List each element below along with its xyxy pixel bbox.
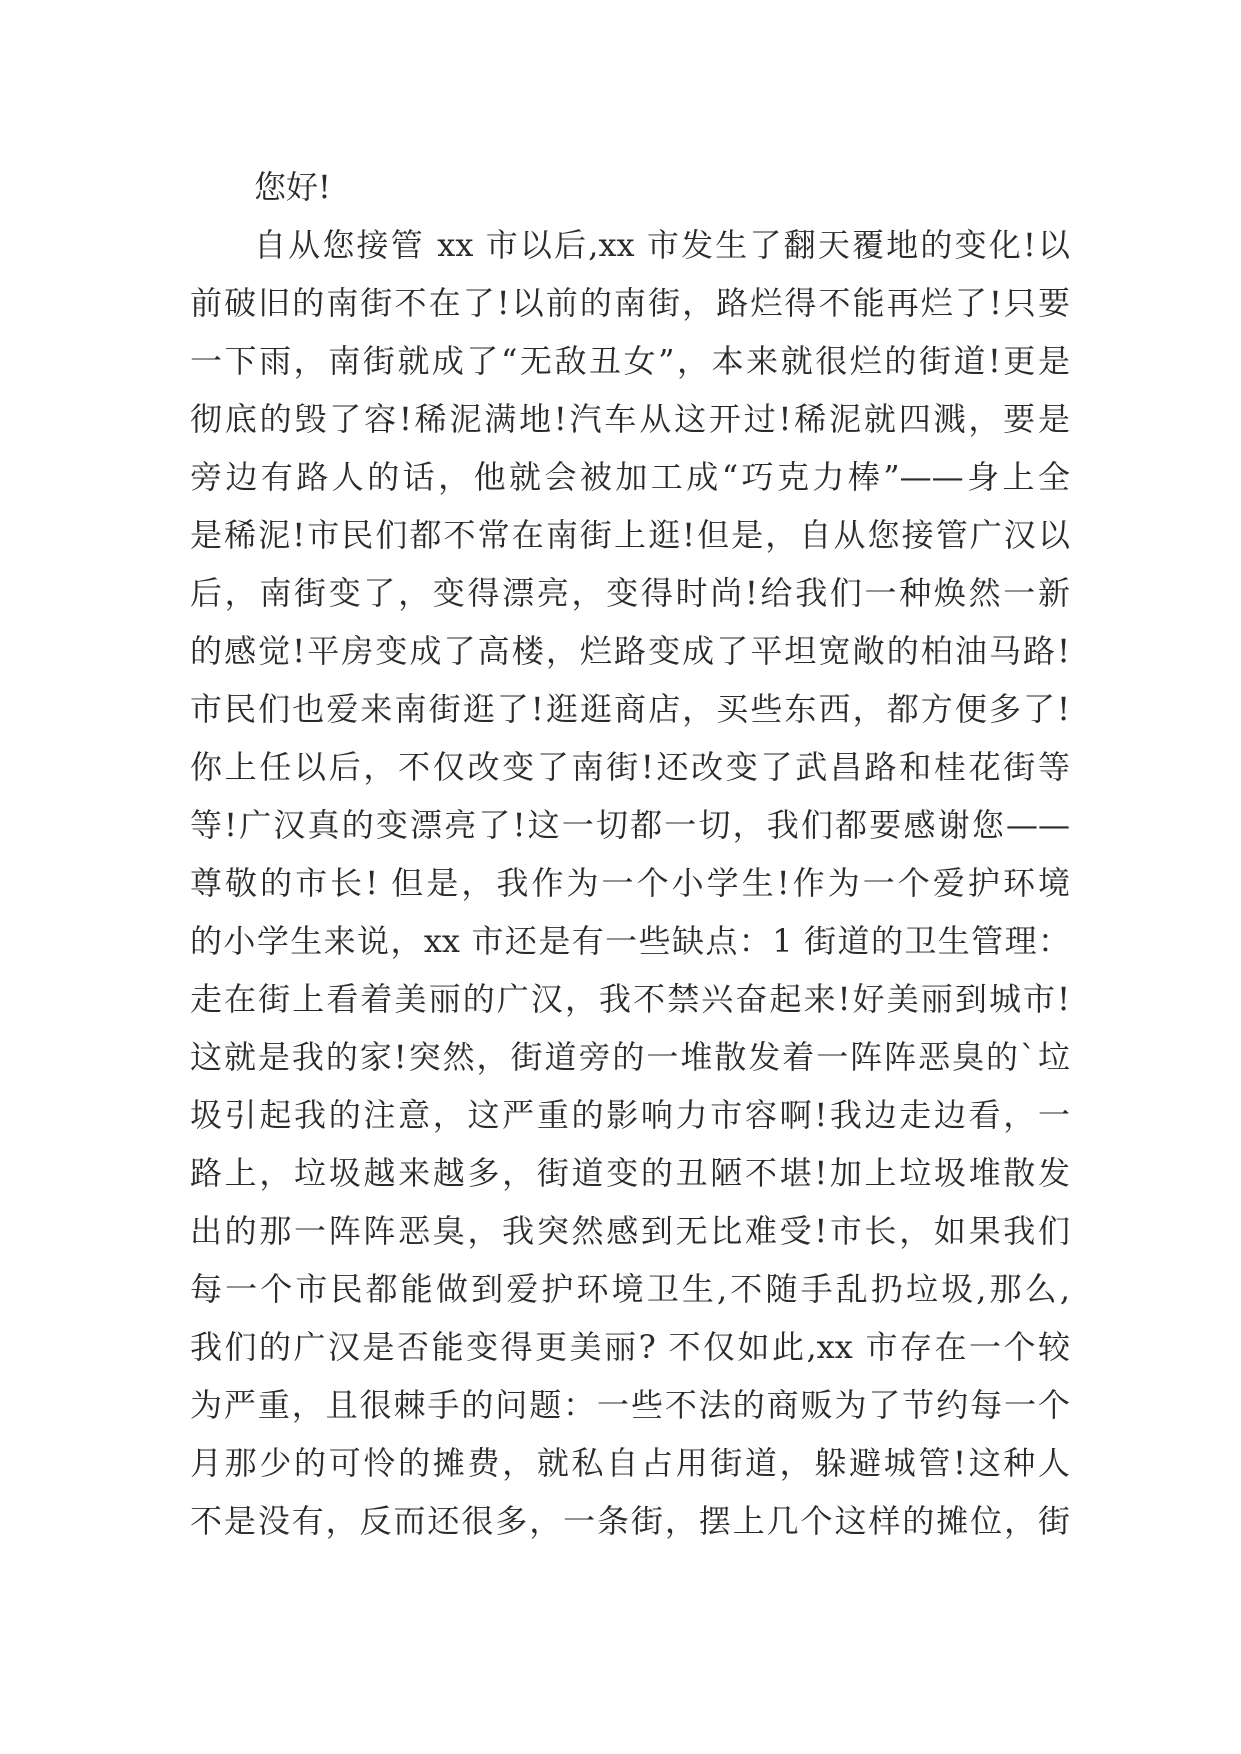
paragraph-line: 出的那一阵阵恶臭，我突然感到无比难受!市长，如果我们 [190,1212,1070,1250]
letter-body [190,158,1070,1550]
paragraph-line: 等!广汉真的变漂亮了!这一切都一切，我们都要感谢您—— [190,806,1070,844]
paragraph-line: 自从您接管 xx 市以后,xx 市发生了翻天覆地的变化!以 [254,226,1070,264]
paragraph-line: 后，南街变了，变得漂亮，变得时尚!给我们一种焕然一新 [190,574,1070,612]
paragraph-line: 的感觉!平房变成了高楼，烂路变成了平坦宽敞的柏油马路! [190,632,1070,670]
paragraph-line: 月那少的可怜的摊费，就私自占用街道，躲避城管!这种人 [190,1444,1070,1482]
paragraph-line: 一下雨，南街就成了“无敌丑女”，本来就很烂的街道!更是 [190,342,1070,380]
paragraph-line: 路上，垃圾越来越多，街道变的丑陋不堪!加上垃圾堆散发 [190,1154,1070,1192]
paragraph-line: 尊敬的市长! 但是，我作为一个小学生!作为一个爱护环境 [190,864,1070,902]
greeting: 您好! [254,168,331,206]
paragraph-line: 前破旧的南街不在了!以前的南街，路烂得不能再烂了!只要 [190,284,1070,322]
paragraph-line: 为严重，且很棘手的问题：一些不法的商贩为了节约每一个 [190,1386,1070,1424]
paragraph-line: 圾引起我的注意，这严重的影响力市容啊!我边走边看，一 [190,1096,1070,1134]
paragraph-line: 是稀泥!市民们都不常在南街上逛!但是，自从您接管广汉以 [190,516,1070,554]
paragraph-line: 每一个市民都能做到爱护环境卫生,不随手乱扔垃圾,那么, [190,1270,1070,1308]
paragraph-line: 走在街上看着美丽的广汉，我不禁兴奋起来!好美丽到城市! [190,980,1070,1018]
paragraph-line: 旁边有路人的话，他就会被加工成“巧克力棒”——身上全 [190,458,1070,496]
paragraph-line: 市民们也爱来南街逛了!逛逛商店，买些东西，都方便多了! [190,690,1070,728]
paragraph-line: 我们的广汉是否能变得更美丽? 不仅如此,xx 市存在一个较 [190,1328,1070,1366]
paragraph-line: 这就是我的家!突然，街道旁的一堆散发着一阵阵恶臭的`垃 [190,1038,1070,1076]
paragraph-line: 的小学生来说，xx 市还是有一些缺点：1 街道的卫生管理： [190,922,1070,960]
paragraph-line: 不是没有，反而还很多，一条街，摆上几个这样的摊位，街 [190,1502,1070,1540]
paragraph-line: 你上任以后，不仅改变了南街!还改变了武昌路和桂花街等 [190,748,1070,786]
paragraph-line: 彻底的毁了容!稀泥满地!汽车从这开过!稀泥就四溅，要是 [190,400,1070,438]
